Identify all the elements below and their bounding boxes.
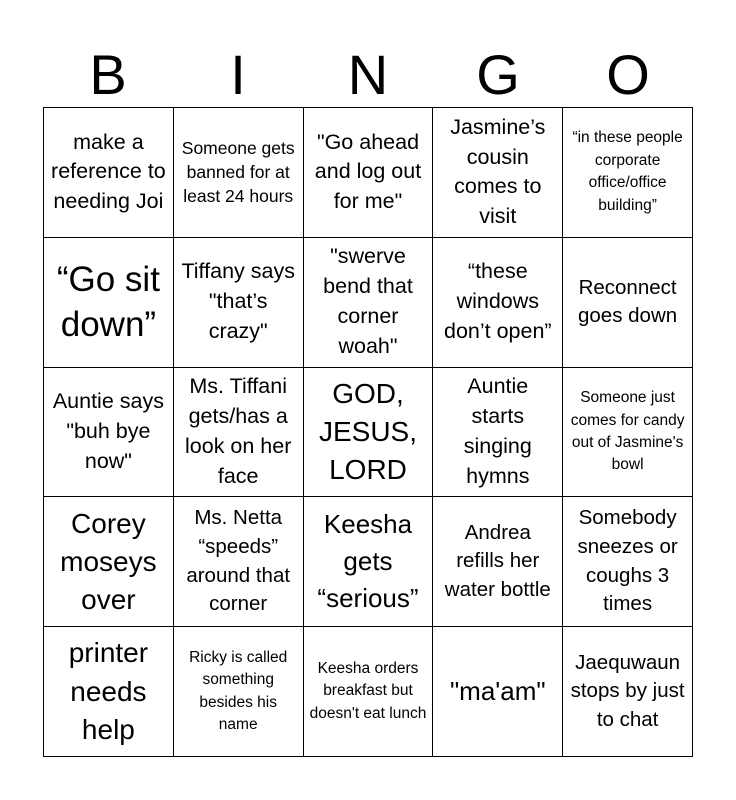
- bingo-cell[interactable]: [304, 627, 434, 757]
- bingo-cell[interactable]: [44, 108, 174, 238]
- cell-text: Auntie says "buh bye now": [52, 389, 164, 473]
- bingo-cell[interactable]: [433, 627, 563, 757]
- cell-text: Keesha gets “serious”: [317, 509, 419, 614]
- cell-text: “these windows don’t open”: [443, 259, 552, 344]
- header-letter-i: I: [230, 43, 246, 106]
- cell-text: Jaequwaun stops by just to chat: [570, 650, 685, 731]
- header-letter-n: N: [347, 43, 389, 106]
- cell-text: Somebody sneezes or coughs 3 times: [577, 506, 678, 616]
- bingo-cell[interactable]: [563, 368, 693, 498]
- cell-text: “in these people corporate office/office building”: [572, 129, 683, 214]
- cell-text: Corey moseys over: [60, 507, 157, 615]
- bingo-cell[interactable]: [44, 238, 174, 368]
- bingo-cell[interactable]: [174, 497, 304, 627]
- cell-text: "ma'am": [449, 676, 546, 707]
- header-letter-o: O: [606, 43, 650, 106]
- cell-text: “Go sit down”: [56, 259, 160, 345]
- bingo-cell[interactable]: [174, 238, 304, 368]
- bingo-cell[interactable]: [304, 108, 434, 238]
- bingo-cell[interactable]: [44, 368, 174, 498]
- cell-text: GOD, JESUS, LORD: [318, 377, 417, 486]
- bingo-cell[interactable]: [304, 238, 434, 368]
- bingo-cell[interactable]: [304, 497, 434, 627]
- cell-text: "Go ahead and log out for me": [314, 129, 422, 214]
- bingo-cell[interactable]: [174, 108, 304, 238]
- cell-text: Someone gets banned for at least 24 hours: [181, 138, 295, 207]
- cell-text: Reconnect goes down: [578, 275, 678, 328]
- cell-text: Andrea refills her water bottle: [444, 520, 551, 602]
- bingo-cell[interactable]: [563, 497, 693, 627]
- cell-text: printer needs help: [68, 637, 149, 745]
- bingo-cell[interactable]: [433, 108, 563, 238]
- bingo-cell[interactable]: [44, 497, 174, 627]
- bingo-cell[interactable]: [563, 627, 693, 757]
- cell-text: Keesha orders breakfast but doesn't eat lunch: [309, 659, 427, 722]
- bingo-cell[interactable]: [563, 238, 693, 368]
- header-letter-b: B: [89, 43, 127, 106]
- cell-text: "swerve bend that corner woah": [323, 244, 413, 359]
- bingo-cell[interactable]: [433, 238, 563, 368]
- bingo-cell[interactable]: [433, 497, 563, 627]
- cell-text: Someone just comes for candy out of Jasmine's bowl: [570, 389, 685, 474]
- bingo-cell[interactable]: [304, 368, 434, 498]
- cell-text: Jasmine’s cousin comes to visit: [450, 114, 546, 229]
- bingo-grid: [43, 107, 693, 757]
- cell-text: Tiffany says "that’s crazy": [181, 259, 295, 344]
- bingo-cell[interactable]: [563, 108, 693, 238]
- bingo-cell[interactable]: [174, 627, 304, 757]
- bingo-cell[interactable]: [433, 368, 563, 498]
- cell-text: make a reference to needing Joi: [51, 129, 166, 214]
- bingo-cell[interactable]: [44, 627, 174, 757]
- cell-text: Auntie starts singing hymns: [463, 374, 532, 488]
- bingo-cell[interactable]: [174, 368, 304, 498]
- bingo-header: [43, 44, 693, 106]
- cell-text: Ms. Tiffani gets/has a look on her face: [185, 374, 292, 488]
- cell-text: Ms. Netta “speeds” around that corner: [186, 506, 291, 616]
- header-letter-g: G: [476, 43, 520, 106]
- cell-text: Ricky is called something besides his name: [189, 648, 288, 734]
